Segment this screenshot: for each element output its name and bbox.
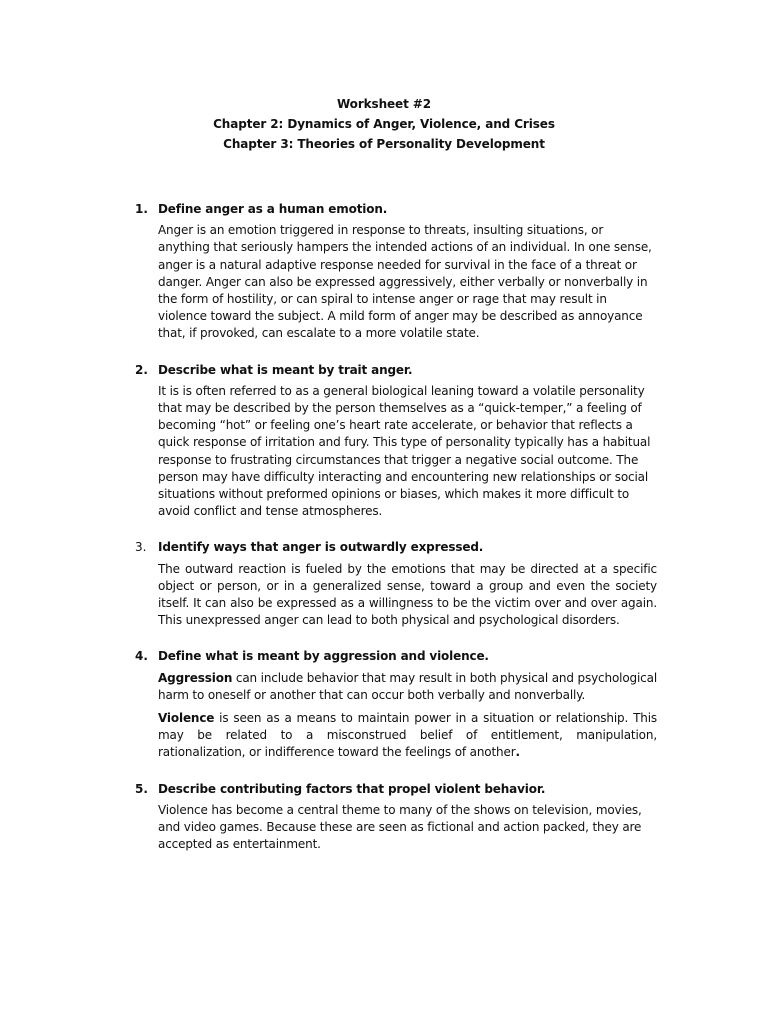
violence-term: Violence: [158, 711, 215, 726]
question-title: Describe what is meant by trait anger.: [158, 362, 413, 377]
question-number: 3.: [135, 540, 147, 555]
answer-text: [158, 561, 657, 630]
question-5: [135, 781, 657, 854]
question-number: 2.: [135, 362, 148, 377]
aggression-term: Aggression: [158, 670, 233, 685]
question-title: Define what is meant by aggression and violence.: [158, 649, 489, 664]
question-number: 5.: [135, 781, 148, 796]
question-4: [135, 648, 657, 761]
question-title: Identify ways that anger is outwardly expressed.: [158, 540, 484, 555]
answer-text: [158, 670, 657, 762]
aggression-paragraph: [158, 670, 657, 704]
answer-text: [158, 222, 657, 342]
answer-paragraph: Violence has become a central theme to many of the shows on television, movies, and video games. Because these are seen as fictional and action packed, they are accepted as entertainment.: [158, 802, 642, 852]
question-number: 1.: [135, 202, 148, 216]
aggression-definition: can include behavior that may result in both physical and psychological harm to oneself or another that can occur both verbally and nonverbally.: [158, 670, 657, 702]
answer-paragraph: Anger is an emotion triggered in response to threats, insulting situations, or anything that seriously hampers the intended actions of an individual. In one sense, anger is a natural adaptive response needed for survival in the face of a threat or danger. Anger can also be expressed aggressively, either verbally or nonverbally in the form of hostility, or can spiral to intense anger or rage that may result in violence toward the subject. A mild form of anger may be described as annoyance that, if provoked, can escalate to a more volatile state.: [158, 223, 652, 341]
question-number: 4.: [135, 649, 148, 664]
question-1: [135, 201, 657, 343]
answer-paragraph: It is is often referred to as a general biological leaning toward a volatile personality that may be described by the person themselves as a “quick-temper,” a feeling of becoming “hot” or feeling one’s heart rate accelerate, or behavior that reflects a quick response of irritation and fury. This type of personality typically has a habitual response to frustrating circumstances that trigger a negative social outcome. The person may have difficulty interacting and encountering new relationships or social situations without preformed opinions or biases, which makes it more difficult to avoid conflict and tense atmospheres.: [158, 383, 651, 519]
question-2: [135, 362, 657, 521]
question-title: Describe contributing factors that propel violent behavior.: [158, 781, 546, 796]
answer-paragraph: The outward reaction is fueled by the emotions that may be directed at a specific object or person, or in a generalized sense, toward a group and even the society itself. It can also be expressed as a willingness to be the victim over and over again. This unexpressed anger can lead to both physical and psychological disorders.: [158, 561, 657, 628]
question-title: Define anger as a human emotion.: [158, 202, 388, 216]
answer-text: [158, 383, 657, 521]
chapter-3-title: Chapter 3: Theories of Personality Development: [223, 137, 545, 151]
violence-paragraph: [158, 710, 657, 762]
answer-text: [158, 802, 657, 854]
questions-list: [135, 201, 657, 872]
violence-definition: is seen as a means to maintain power in a situation or relationship. This may be related to a misconstrued belief of entitlement, manipulation, rationalization, or indifference toward the feelings of another: [158, 711, 657, 760]
worksheet-header: [0, 94, 768, 154]
chapter-2-title: Chapter 2: Dynamics of Anger, Violence, and Crises: [213, 117, 555, 131]
worksheet-title: Worksheet #2: [336, 97, 432, 111]
question-3: [135, 539, 657, 629]
violence-period: .: [515, 745, 520, 760]
